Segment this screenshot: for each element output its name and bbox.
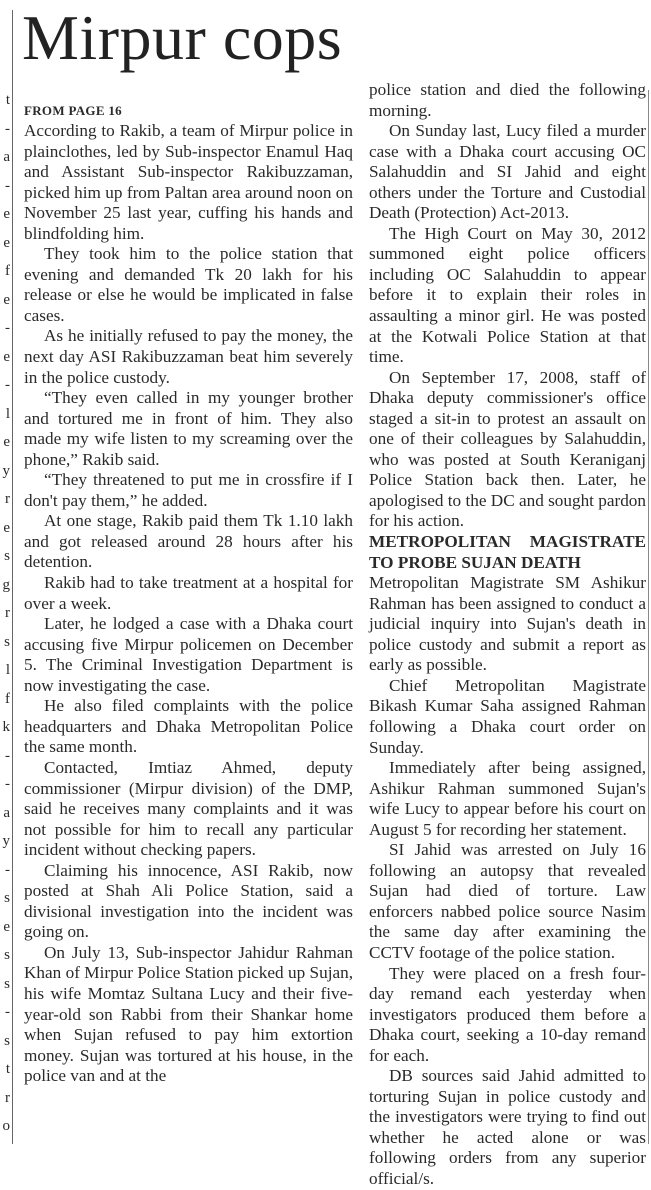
fragment-letter: y bbox=[2, 833, 10, 849]
paragraph: DB sources said Jahid admitted to torturing Sujan in police custody and the investigators were trying to find out whether he acted alone or was following orders from any superior official/s. bbox=[369, 1066, 646, 1188]
paragraph: According to Rakib, a team of Mirpur police in plainclothes, led by Sub-inspector Enamul Haq and Assistant Sub-inspector Rakibuzzaman, picked him up from Paltan area around noon on November 25 last year, cuffing his hands and blindfolding him. bbox=[24, 121, 353, 243]
fragment-letter: - bbox=[5, 747, 10, 764]
paragraph: At one stage, Rakib paid them Tk 1.10 lakh and got released around 28 hours after his detention. bbox=[24, 511, 353, 572]
fragment-letter: f bbox=[5, 263, 10, 279]
paragraph: Metropolitan Magistrate SM Ashikur Rahman has been assigned to conduct a judicial inquiry into Sujan's death in police custody and submit a report as early as possible. bbox=[369, 573, 646, 675]
fragment-letter: l bbox=[5, 405, 10, 422]
fragment-letter: s bbox=[4, 548, 10, 564]
fragment-letter: t bbox=[5, 92, 10, 108]
paragraph: Immediately after being assigned, Ashikur Rahman summoned Sujan's wife Lucy to appear before his court on August 5 for recording her statement. bbox=[369, 758, 646, 839]
paragraph: They took him to the police station that evening and demanded Tk 20 lakh for his release or else he would be implicated in false cases. bbox=[24, 244, 353, 325]
fragment-letter: - bbox=[5, 320, 10, 336]
fragment-letter: e bbox=[3, 348, 10, 365]
fragment-letter: f bbox=[5, 690, 10, 707]
fragment-letter: r bbox=[5, 605, 10, 621]
paragraph: The High Court on May 30, 2012 summoned eight police officers including OC Salahuddin to appear before it to explain their roles in assaulting a minor girl. He was posted at the Kotwali Police Station at that time. bbox=[369, 223, 646, 367]
right-border bbox=[648, 90, 649, 1144]
fragment-letter: l bbox=[5, 662, 10, 678]
fragment-letter: e bbox=[3, 206, 10, 222]
article-column-2 bbox=[369, 80, 646, 1190]
fragment-letter: y bbox=[2, 462, 10, 479]
paragraph: Rakib had to take treatment at a hospital for over a week. bbox=[24, 573, 353, 613]
fragment-letter: s bbox=[4, 975, 10, 992]
article-column-1 bbox=[24, 101, 353, 1087]
fragment-letter: s bbox=[4, 947, 10, 963]
headline: Mirpur cops bbox=[22, 2, 343, 73]
fragment-letter: e bbox=[3, 291, 10, 308]
fragment-letter: r bbox=[5, 1089, 10, 1106]
fragment-letter: e bbox=[3, 234, 10, 251]
fragment-letter: t bbox=[5, 1061, 10, 1077]
fragment-letter: e bbox=[3, 519, 10, 536]
paragraph: Claiming his innocence, ASI Rakib, now posted at Shah Ali Police Station, said a divisional investigation into the incident was going on. bbox=[24, 860, 353, 942]
fragment-letter: a bbox=[3, 149, 10, 165]
fragment-letter: - bbox=[5, 177, 10, 194]
fragment-letter: s bbox=[4, 1032, 10, 1049]
paragraph: Later, he lodged a case with a Dhaka court accusing five Mirpur policemen on December 5. The Criminal Investigation Department is now investigating the case. bbox=[24, 614, 353, 695]
fragment-letter: e bbox=[3, 434, 10, 450]
paragraph: He also filed complaints with the police headquarters and Dhaka Metropolitan Police the same month. bbox=[24, 696, 353, 757]
fragment-letter: - bbox=[5, 377, 10, 393]
fragment-letter: - bbox=[5, 776, 10, 792]
subheading: METROPOLITAN MAGISTRATE TO PROBE SUJAN DEATH bbox=[369, 532, 646, 572]
paragraph: “They even called in my younger brother and tortured me in front of him. They also made my wife listen to my screaming over the phone,” Rakib said. bbox=[24, 388, 353, 469]
paragraph: On July 13, Sub-inspector Jahidur Rahman Khan of Mirpur Police Station picked up Sujan, his wife Momtaz Sultana Lucy and their five-year-old son Rabbi from their Shankar home when Sujan refused to pay him extortion money. Sujan was tortured at his house, in the police van and at the bbox=[24, 942, 353, 1086]
paragraph: On September 17, 2008, staff of Dhaka deputy commissioner's office staged a sit-in to protest an assault on one of their colleagues by Salahuddin, who was posted at South Keraniganj Police Station back then. Later, he apologised to the DC and sought pardon for his action. bbox=[369, 367, 646, 531]
paragraph: On Sunday last, Lucy filed a murder case with a Dhaka court accusing OC Salahuddin and SI Jahid and eight others under the Torture and Custodial Death (Protection) Act-2013. bbox=[369, 121, 646, 223]
column-divider bbox=[12, 10, 13, 1144]
adjacent-column-fragments bbox=[0, 0, 12, 1144]
fragment-letter: e bbox=[3, 918, 10, 935]
fragment-letter: g bbox=[2, 576, 10, 593]
fragment-letter: s bbox=[4, 633, 10, 650]
fragment-letter: s bbox=[4, 890, 10, 906]
fragment-letter: - bbox=[5, 120, 10, 137]
jump-line: FROM PAGE 16 bbox=[24, 103, 122, 118]
fragment-letter: r bbox=[5, 491, 10, 507]
fragment-letter: o bbox=[2, 1118, 10, 1134]
paragraph: “They threatened to put me in crossfire if I don't pay them,” he added. bbox=[24, 470, 353, 510]
fragment-letter: k bbox=[2, 719, 10, 735]
fragment-letter: - bbox=[5, 1004, 10, 1020]
paragraph: SI Jahid was arrested on July 16 following an autopsy that revealed Sujan had died of torture. Law enforcers nabbed police source Nasim the same day after examining the CCTV footage of the police station. bbox=[369, 840, 646, 962]
paragraph: As he initially refused to pay the money, the next day ASI Rakibuzzaman beat him severely in the police custody. bbox=[24, 326, 353, 387]
paragraph: Chief Metropolitan Magistrate Bikash Kumar Saha assigned Rahman following a Dhaka court order on Sunday. bbox=[369, 675, 646, 757]
fragment-letter: a bbox=[3, 804, 10, 821]
fragment-letter: - bbox=[5, 861, 10, 878]
paragraph: police station and died the following morning. bbox=[369, 80, 646, 120]
paragraph: They were placed on a fresh four-day remand each yesterday when investigators produced them before a Dhaka court, seeking a 10-day remand for each. bbox=[369, 963, 646, 1065]
paragraph: Contacted, Imtiaz Ahmed, deputy commissioner (Mirpur division) of the DMP, said he receives many complaints and it was not possible for him to recall any particular incident without checking papers. bbox=[24, 757, 353, 860]
